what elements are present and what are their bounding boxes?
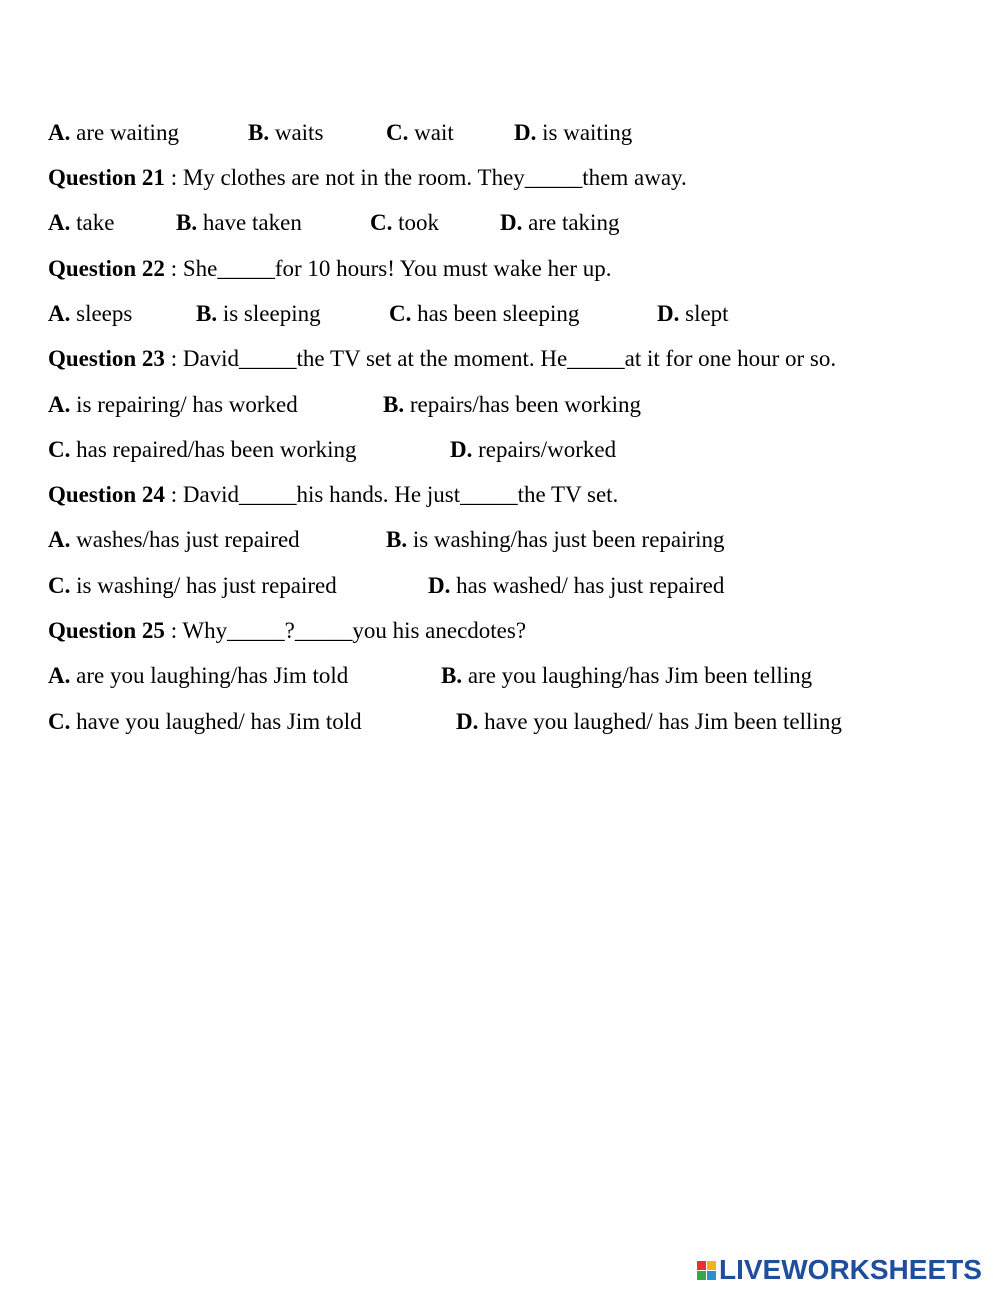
option-d: D. slept — [657, 301, 729, 326]
option-a: A. are you laughing/has Jim told — [48, 663, 349, 688]
logo-block — [697, 1261, 706, 1270]
option-b: B. have taken — [176, 210, 302, 235]
question-label: Question 21 — [48, 165, 165, 190]
question-24 — [48, 480, 618, 510]
question-label: Question 22 — [48, 256, 165, 281]
question-23 — [48, 344, 836, 374]
option-c: C. has repaired/has been working — [48, 437, 357, 462]
question-text: : David_____his hands. He just_____the TV set. — [164, 482, 619, 507]
option-c: C. took — [370, 210, 440, 235]
option-b: B. repairs/has been working — [383, 392, 642, 417]
option-d: D. are taking — [500, 210, 620, 235]
option-a: A. are waiting — [48, 120, 179, 145]
option-a: A. take — [48, 210, 115, 235]
question-text: : Why_____?_____you his anecdotes? — [164, 618, 527, 643]
question-text: : She_____for 10 hours! You must wake her up. — [164, 256, 612, 281]
option-b: B. is washing/has just been repairing — [386, 527, 725, 552]
option-c: C. is washing/ has just repaired — [48, 573, 337, 598]
option-a: A. sleeps — [48, 301, 133, 326]
question-21 — [48, 163, 687, 193]
liveworksheets-logo[interactable] — [697, 1254, 982, 1286]
question-22 — [48, 254, 612, 284]
option-a: A. washes/has just repaired — [48, 527, 300, 552]
option-d: D. has washed/ has just repaired — [428, 573, 725, 598]
option-a: A. is repairing/ has worked — [48, 392, 298, 417]
logo-block — [707, 1261, 716, 1270]
option-b: B. waits — [248, 120, 324, 145]
logo-block — [697, 1271, 706, 1280]
question-text: : David_____the TV set at the moment. He_____at it for one hour or so. — [164, 346, 837, 371]
option-d: D. repairs/worked — [450, 437, 617, 462]
option-c: C. have you laughed/ has Jim told — [48, 709, 362, 734]
option-c: C. has been sleeping — [389, 301, 580, 326]
logo-text: LIVEWORKSHEETS — [719, 1254, 982, 1285]
option-b: B. is sleeping — [196, 301, 321, 326]
option-d: D. have you laughed/ has Jim been telling — [456, 709, 842, 734]
question-label: Question 25 — [48, 618, 165, 643]
logo-blocks-icon — [697, 1261, 716, 1280]
option-b: B. are you laughing/has Jim been telling — [441, 663, 813, 688]
option-c: C. wait — [386, 120, 454, 145]
question-label: Question 23 — [48, 346, 165, 371]
question-label: Question 24 — [48, 482, 165, 507]
question-text: : My clothes are not in the room. They_____them away. — [164, 165, 687, 190]
option-d: D. is waiting — [514, 120, 633, 145]
logo-block — [707, 1271, 716, 1280]
question-25 — [48, 616, 526, 646]
